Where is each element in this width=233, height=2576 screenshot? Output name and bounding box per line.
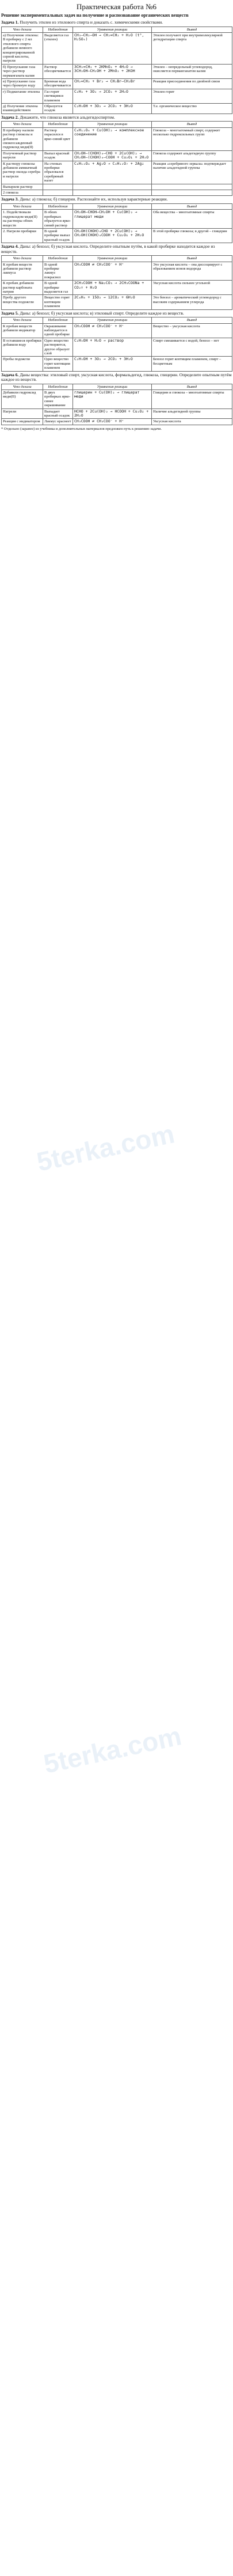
conclusion-cell [152,190,232,196]
equation-cell: 2C₆H₆ + 15O₂ → 12CO₂ + 6H₂O [73,295,152,309]
table-row [2,390,232,409]
table-row [2,408,232,419]
equation-cell: 3CH₂=CH₂ + 2KMnO₄ + 4H₂O → 3CH₂OH–CH₂OH + 2MnO₂ + 2KOH [73,64,152,78]
equation-cell: C₆H₁₂O₆ + Ag₂O → C₆H₁₂O₇ + 2Ag↓ [73,161,152,184]
header-conclusion: Вывод [152,384,232,389]
equation-cell: CH₂OH–(CHOH)₄–CHO + 2Cu(OH)₂ → CH₂OH–(CHOH)₄–COOH + Cu₂O↓ + 2H₂O [73,150,152,161]
procedure-cell: Реакция с индикатором [2,419,43,425]
table-row [2,161,232,184]
header-what-did: Что делали [2,27,43,32]
procedure-cell: Пробу другого вещества подожгли [2,295,43,309]
table-row [2,281,232,295]
table-row [2,104,232,114]
table-row [2,32,232,64]
task-number: Задача 5. [1,310,19,316]
conclusion-cell: Вещество – уксусная кислота [152,323,232,338]
procedure-cell: В оставшиеся пробирки добавили воду [2,338,43,357]
procedure-cell: К пробам добавили раствор карбоната натрия [2,281,43,295]
experiment-table [1,384,232,425]
conclusion-cell: Оба вещества – многоатомные спирты [152,210,232,229]
observation-cell: В обеих пробирках образуется ярко-синий раствор [43,210,73,229]
task-text: Получить этилен из этилового спирта и доказать с. химическими свойствами. [20,20,163,25]
conclusion-cell: Спирт смешивается с водой, бензол – нет [152,338,232,357]
watermark: 5terka.com [41,1720,184,1779]
header-equations: Уравнения реакции [73,317,152,323]
table-row [2,64,232,78]
conclusion-cell: В этой пробирке глюкоза; в другой – глицерин [152,228,232,243]
observation-cell: Лакмус краснеет [43,419,73,425]
task-text: Даны: а) бензол; б) уксусная кислота; в) этиловый спирт. Определите каждое из веществ. [20,310,184,316]
observation-cell: В одной пробирке лакмус покраснел [43,262,73,281]
header-what-did: Что делали [2,122,43,127]
task-heading [0,310,233,317]
tasks-container [0,19,233,425]
header-conclusion: Вывод [152,317,232,323]
conclusion-cell: Глюкоза содержит альдегидную группу [152,150,232,161]
conclusion-cell: Уксусная кислота сильнее угольной [152,281,232,295]
page-subtitle: Решение экспериментальных задач на получение и распознавание органических веществ [1,13,189,18]
conclusion-cell: Это бензол – ароматический углеводород с высоким содержанием углерода [152,295,232,309]
observation-cell: В двух пробирках ярко-синее окрашивание [43,390,73,409]
table-header-row [2,203,232,209]
table-header-row [2,27,232,32]
header-conclusion: Вывод [152,122,232,127]
observation-cell [43,190,73,196]
procedure-cell: б) Пропускание газа через раствор перманганата калия [2,64,43,78]
task-heading [0,114,233,122]
header-observations: Наблюдения [43,317,73,323]
task-number: Задача 1. [1,20,19,25]
procedure-cell: В пробирку налили раствор глюкозы и добавили свежеосажденный гидроксид меди(II) [2,127,43,150]
page-title: Практическая работа №6 [77,2,156,11]
task-heading [0,372,233,384]
procedure-cell: в) Пропускание газа через бромную воду [2,78,43,89]
task-text: Даны вещества: этиловый спирт, уксусная кислота, формальдегид, глюкоза, глицерин. Определите опытным путём каждое из веществ. [1,372,232,383]
conclusion-cell: Глицерин и глюкоза – многоатомные спирты [152,390,232,409]
table-header-row [2,256,232,262]
equation-cell: CH₂=CH₂ + Br₂ → CH₂Br–CH₂Br [73,78,152,89]
task-number: Задача 3. [1,196,19,202]
table-row [2,419,232,425]
procedure-cell: д) Получение этилена взаимодействием [2,104,43,114]
table-row [2,357,232,371]
header-observations: Наблюдения [43,122,73,127]
header-equations: Уравнения реакции [73,256,152,262]
table-row [2,89,232,103]
conclusion-cell: Этилен горит [152,89,232,103]
conclusion-cell: Реакция «серебряного зеркала» подтверждает наличие альдегидной группы [152,161,232,184]
equation-cell: C₂H₅OH + H₂O → раствор [73,338,152,357]
conclusion-cell: Уксусная кислота [152,419,232,425]
procedure-cell: 1. Подействовали гидроксидом меди(II) на растворы обоих веществ [2,210,43,229]
task-heading [0,196,233,203]
equation-cell: CH₃COOH ⇄ CH₃COO⁻ + H⁺ [73,419,152,425]
equation-cell: C₂H₅OH + 3O₂ → 2CO₂ + 3H₂O [73,104,152,114]
table-row [2,210,232,229]
experiment-table [1,317,232,371]
header-equations: Уравнения реакции [73,122,152,127]
conclusion-cell: Это уксусная кислота – она диссоциирует с образованием ионов водорода [152,262,232,281]
observation-cell: Одно вещество растворяется, другое образует слой [43,338,73,357]
conclusion-cell [152,184,232,190]
table-row [2,184,232,190]
equation-cell: HCHO + 2Cu(OH)₂ → HCOOH + Cu₂O↓ + 2H₂O [73,408,152,419]
conclusion-cell: Этилен получают при внутримолекулярной дегидратации спирта [152,32,232,64]
observation-cell: Вещество горит коптящим пламенем [43,295,73,309]
equation-cell: C₂H₄ + 3O₂ → 2CO₂ + 2H₂O [73,89,152,103]
observation-cell: Бромная вода обесцвечивается [43,78,73,89]
table-row [2,262,232,281]
table-header-row [2,122,232,127]
observation-cell: Выпал красный осадок [43,150,73,161]
footnote: * Отдельно (заранее) из учебника и дополнительных материалов предложен путь к решению задачи. [1,426,162,431]
header-what-did: Что делали [2,256,43,262]
observation-cell: Выпадает красный осадок [43,408,73,419]
procedure-cell: 2 глюкоза [2,190,43,196]
observation-cell: Раствор обесцвечивается [43,64,73,78]
observation-cell: Образуется осадок [43,104,73,114]
watermark: 5terka.com [34,1118,177,1177]
equation-cell: C₆H₁₂O₆ + Cu(OH)₂ → комплексное соединение [73,127,152,150]
task-text: Даны: а) глюкоза; б) глицерин. Распознайте их, используя характерные реакции. [20,196,168,202]
equation-cell: 2CH₃COOH + Na₂CO₃ → 2CH₃COONa + CO₂↑ + H₂O [73,281,152,295]
conclusion-cell: Т.е. органическое вещество [152,104,232,114]
procedure-cell: Пробы подожгли [2,357,43,371]
equation-cell [73,190,152,196]
observation-cell: На стенках пробирки образовался серебряный налет [43,161,73,184]
procedure-cell: а) Получение этилена: В пробирку с 2 мл этилового спирта добавили немного концентрированной серной кислоты, нагрели [2,32,43,64]
observation-cell: В одной пробирке выпал красный осадок [43,228,73,243]
conclusion-cell: Реакция присоединения по двойной связи [152,78,232,89]
conclusion-cell: Этилен – непредельный углеводород, окисляется перманганатом калия [152,64,232,78]
equation-cell: CH₂OH(CHOH)₄CHO + 2Cu(OH)₂ → CH₂OH(CHOH)₄COOH + Cu₂O↓ + 2H₂O [73,228,152,243]
conclusion-cell: Наличие альдегидной группы [152,408,232,419]
header-what-did: Что делали [2,384,43,389]
table-header-row [2,317,232,323]
procedure-cell: г) Поджигание этилена [2,89,43,103]
table-row [2,78,232,89]
observation-cell: Выделяется газ (этилен) [43,32,73,64]
equation-cell: CH₃COOH ⇄ CH₃COO⁻ + H⁺ [73,323,152,338]
header-observations: Наблюдения [43,256,73,262]
procedure-cell: Добавили гидроксид меди(II) [2,390,43,409]
experiment-table [1,121,232,196]
header-what-did: Что делали [2,317,43,323]
equation-cell: CH₃–CH₂–OH → CH₂=CH₂ + H₂O (t°, H₂SO₄) [73,32,152,64]
header-observations: Наблюдения [43,384,73,389]
observation-cell: В одной пробирке выделяется газ [43,281,73,295]
observation-cell: Раствор окрасился в ярко-синий цвет [43,127,73,150]
table-row [2,323,232,338]
observation-cell: Окрашивание наблюдается в одной пробирке [43,323,73,338]
header-equations: Уравнения реакции [73,27,152,32]
procedure-cell: Нагрели [2,408,43,419]
procedure-cell: К раствору глюкозы добавили аммиачный раствор оксида серебра и нагрели [2,161,43,184]
task-heading [0,243,233,255]
table-row [2,150,232,161]
table-row [2,338,232,357]
experiment-table [1,203,232,243]
task-number: Задача 6. [1,372,19,377]
equation-cell: C₂H₅OH + 3O₂ → 2CO₂ + 3H₂O [73,357,152,371]
task-text: Даны: а) бензол; б) уксусная кислота. Определите опытным путём, в какой пробирке находится каждое из веществ. [1,244,215,254]
observation-cell: Одно вещество горит коптящим пламенем [43,357,73,371]
task-number: Задача 2. [1,114,19,120]
procedure-cell: 2. Нагрели пробирки [2,228,43,243]
procedure-cell: Полученный раствор нагрели [2,150,43,161]
experiment-table [1,255,232,309]
header-observations: Наблюдения [43,203,73,209]
experiment-table [1,27,232,114]
conclusion-cell: Бензол горит коптящим пламенем, спирт – бесцветным [152,357,232,371]
header-observations: Наблюдения [43,27,73,32]
procedure-cell: К пробам веществ добавили раствор лакмуса [2,262,43,281]
equation-cell: CH₂OH–CHOH–CH₂OH + Cu(OH)₂ → глицерат меди [73,210,152,229]
task-number: Задача 4. [1,244,19,249]
procedure-cell: Выпарили раствор [2,184,43,190]
header-equations: Уравнения реакции [73,203,152,209]
table-row [2,295,232,309]
table-header-row [2,384,232,389]
header-conclusion: Вывод [152,27,232,32]
header-equations: Уравнения реакции [73,384,152,389]
observation-cell: Газ горит светящимся пламенем [43,89,73,103]
equation-cell [73,184,152,190]
table-row [2,127,232,150]
task-text: Докажите, что глюкоза является альдегидоспиртом. [20,114,115,120]
table-row [2,228,232,243]
procedure-cell: К пробам веществ добавили индикатор [2,323,43,338]
conclusion-cell: Глюкоза – многоатомный спирт, содержит несколько гидроксильных групп [152,127,232,150]
header-conclusion: Вывод [152,203,232,209]
header-conclusion: Вывод [152,256,232,262]
table-row [2,190,232,196]
equation-cell: глицерин + Cu(OH)₂ → глицерат меди [73,390,152,409]
observation-cell [43,184,73,190]
equation-cell: CH₃COOH ⇄ CH₃COO⁻ + H⁺ [73,262,152,281]
task-heading [0,19,233,27]
header-what-did: Что делали [2,203,43,209]
